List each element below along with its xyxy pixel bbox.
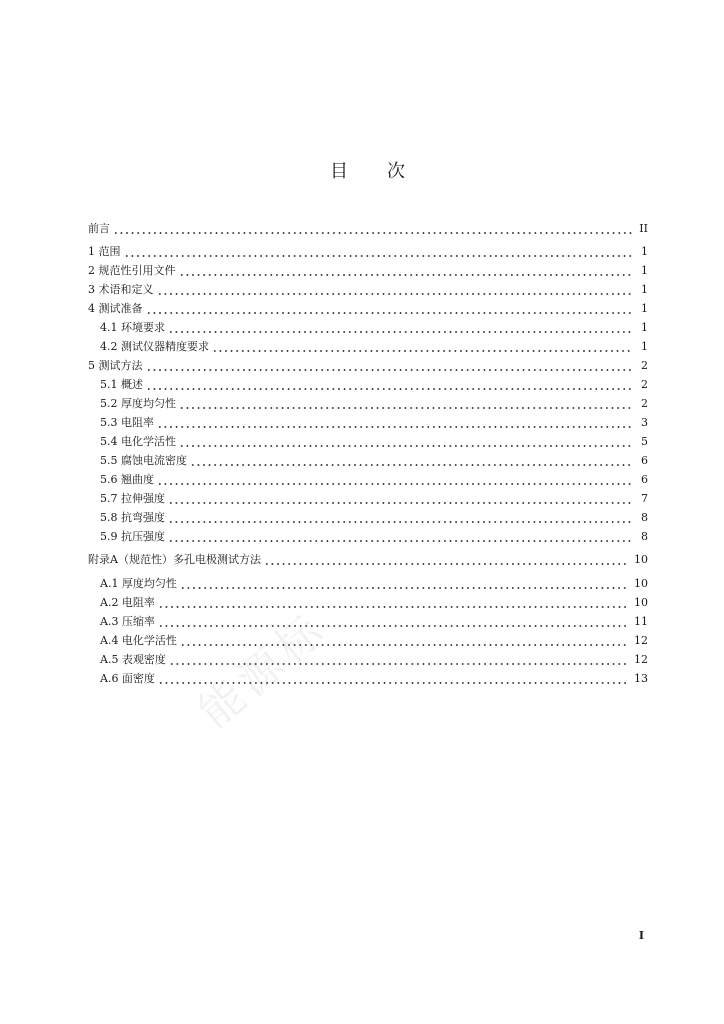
toc-entry-page: 11 — [634, 615, 648, 628]
toc-entry[interactable] — [88, 593, 648, 612]
dot-leader — [179, 432, 632, 451]
toc-entry-page: 3 — [641, 416, 648, 429]
toc-entry-label: 5.5 腐蚀电流密度 — [100, 454, 187, 467]
toc-entry-page: 2 — [641, 378, 648, 391]
toc-entry-label: 5.9 抗压强度 — [100, 530, 165, 543]
dot-leader — [146, 299, 633, 318]
dot-leader — [157, 470, 632, 489]
toc-entry-label: 5.1 概述 — [100, 378, 143, 391]
toc-entry[interactable] — [88, 451, 648, 470]
dot-leader — [179, 394, 632, 413]
toc-entry[interactable] — [88, 574, 648, 593]
toc-entry[interactable] — [88, 612, 648, 631]
toc-entry-page: II — [639, 222, 648, 235]
toc-entry-label: A.3 压缩率 — [100, 615, 155, 628]
page-title: 目 次 — [330, 161, 406, 182]
toc-entry-label: 4.2 测试仪器精度要求 — [100, 340, 209, 353]
toc-entry-page: 12 — [634, 653, 648, 666]
dot-leader — [169, 650, 628, 669]
toc-entry[interactable] — [88, 669, 648, 688]
dot-leader — [190, 451, 632, 470]
dot-leader — [168, 527, 632, 546]
toc-entry[interactable] — [88, 527, 648, 546]
toc-entry-label: A.1 厚度均匀性 — [100, 577, 177, 590]
toc-entry[interactable] — [88, 631, 648, 650]
toc-entry-page: 1 — [641, 245, 648, 258]
toc-entry[interactable] — [88, 650, 648, 669]
toc-entry-page: 10 — [634, 553, 648, 566]
toc-entry[interactable] — [88, 318, 648, 337]
toc-entry-label: A.4 电化学活性 — [100, 634, 177, 647]
toc-entry-label: A.2 电阻率 — [100, 596, 155, 609]
table-of-contents — [88, 219, 648, 688]
toc-entry-page: 1 — [641, 340, 648, 353]
dot-leader — [180, 574, 628, 593]
toc-entry-label: 前言 — [88, 222, 110, 235]
toc-entry[interactable] — [88, 413, 648, 432]
toc-entry-label: 5 测试方法 — [88, 359, 143, 372]
toc-entry-label: A.5 表观密度 — [100, 653, 166, 666]
toc-entry-label: 附录A（规范性）多孔电极测试方法 — [88, 553, 261, 566]
toc-entry[interactable] — [88, 394, 648, 413]
dot-leader — [264, 550, 628, 569]
toc-entry-page: 13 — [634, 672, 648, 685]
toc-entry-label: 2 规范性引用文件 — [88, 264, 176, 277]
toc-entry-label: 3 术语和定义 — [88, 283, 154, 296]
toc-entry[interactable] — [88, 470, 648, 489]
toc-entry-page: 5 — [641, 435, 648, 448]
toc-entry-page: 6 — [641, 454, 648, 467]
page-number: I — [638, 929, 644, 942]
dot-leader — [168, 508, 632, 527]
dot-leader — [212, 337, 632, 356]
toc-entry-label: 5.2 厚度均匀性 — [100, 397, 176, 410]
toc-entry-page: 7 — [641, 492, 648, 505]
toc-entry[interactable] — [88, 337, 648, 356]
toc-entry[interactable] — [88, 375, 648, 394]
toc-entry-label: 5.8 抗弯强度 — [100, 511, 165, 524]
toc-entry-label: 5.7 拉伸强度 — [100, 492, 165, 505]
dot-leader — [158, 612, 628, 631]
toc-entry[interactable] — [88, 489, 648, 508]
dot-leader — [168, 318, 632, 337]
dot-leader — [158, 669, 628, 688]
toc-entry[interactable] — [88, 219, 648, 238]
toc-entry-page: 8 — [641, 530, 648, 543]
toc-entry-page: 10 — [634, 596, 648, 609]
toc-entry-label: A.6 面密度 — [100, 672, 155, 685]
toc-entry-page: 2 — [641, 397, 648, 410]
dot-leader — [158, 593, 628, 612]
toc-entry[interactable] — [88, 242, 648, 261]
toc-entry-label: 1 范围 — [88, 245, 121, 258]
toc-entry-page: 1 — [641, 302, 648, 315]
toc-entry[interactable] — [88, 550, 648, 569]
dot-leader — [157, 413, 632, 432]
toc-entry[interactable] — [88, 432, 648, 451]
toc-entry-label: 5.6 翘曲度 — [100, 473, 154, 486]
toc-entry-label: 5.3 电阻率 — [100, 416, 154, 429]
dot-leader — [146, 375, 632, 394]
toc-entry[interactable] — [88, 261, 648, 280]
toc-entry-page: 12 — [634, 634, 648, 647]
dot-leader — [146, 356, 633, 375]
dot-leader — [124, 242, 633, 261]
dot-leader — [113, 219, 632, 238]
toc-entry[interactable] — [88, 508, 648, 527]
dot-leader — [179, 261, 633, 280]
toc-entry-page: 1 — [641, 283, 648, 296]
toc-entry-page: 8 — [641, 511, 648, 524]
toc-entry[interactable] — [88, 356, 648, 375]
dot-leader — [180, 631, 628, 650]
toc-entry-page: 10 — [634, 577, 648, 590]
toc-entry-page: 1 — [641, 264, 648, 277]
toc-entry-label: 4.1 环境要求 — [100, 321, 165, 334]
toc-entry-page: 2 — [641, 359, 648, 372]
dot-leader — [168, 489, 632, 508]
toc-entry-label: 5.4 电化学活性 — [100, 435, 176, 448]
toc-entry-page: 6 — [641, 473, 648, 486]
dot-leader — [157, 280, 633, 299]
toc-entry-label: 4 测试准备 — [88, 302, 143, 315]
toc-entry-page: 1 — [641, 321, 648, 334]
toc-entry[interactable] — [88, 299, 648, 318]
toc-entry[interactable] — [88, 280, 648, 299]
